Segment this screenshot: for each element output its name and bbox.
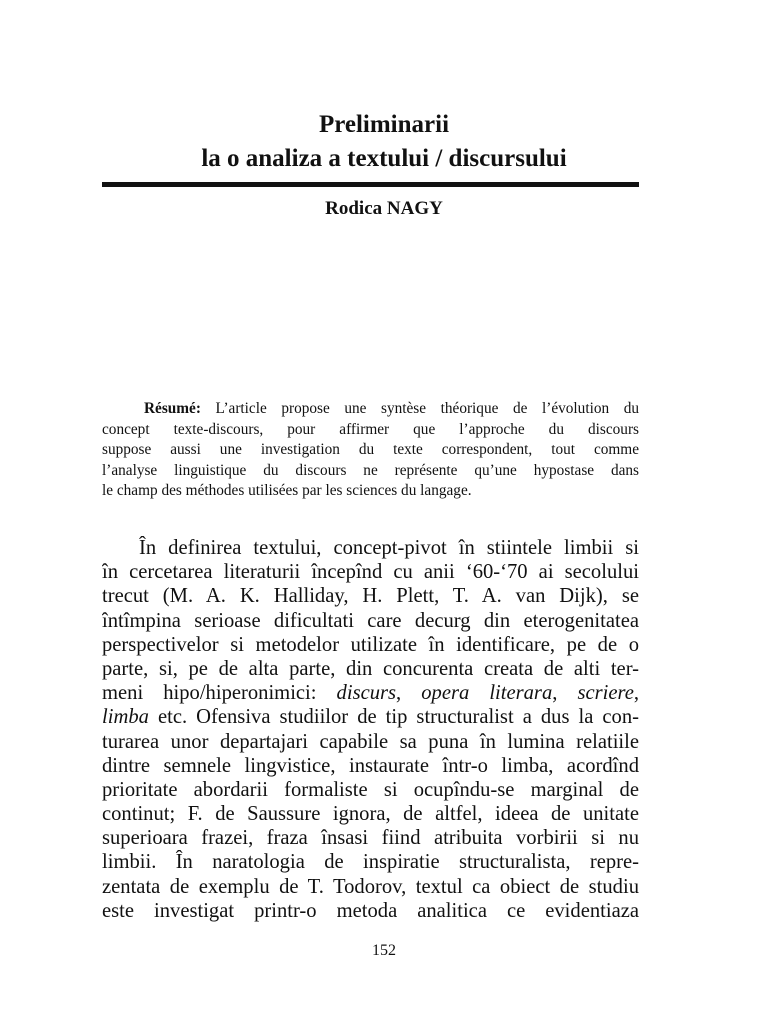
resume-line: le champ des méthodes utilisées par les sciences du langage. [102,482,472,499]
term-discurs: discurs [336,682,397,705]
article-title-line-2: la o analiza a textului / discursului [201,145,567,172]
title-divider [102,182,639,187]
term-opera-literara: opera literara [421,682,553,705]
resume-line: concept texte-discours, pour affirmer que l’approche du discours [102,420,639,438]
body-line [102,681,639,705]
body-line: este investigat printr-o metoda analitica ce evidentiaza [102,899,639,922]
resume-abstract [102,399,639,502]
body-line: continut; F. de Saussure ignora, de altfel, ideea de unitate [102,803,639,826]
body-line [102,705,639,729]
body-line: turarea unor departajari capabile sa puna în lumina relatiile [102,730,639,753]
body-line: trecut (M. A. K. Halliday, H. Plett, T. A. van Dijk), se [102,585,639,608]
term-scriere: scriere [577,682,634,705]
body-text: etc. Ofensiva studiilor de tip structuralist a dus la con- [148,706,639,729]
body-line: perspectivelor si metodelor utilizate în identificare, pe de o [102,633,639,656]
body-line: parte, si, pe de alta parte, din concurenta creata de alti ter- [102,657,639,680]
body-line: limbii. În naratologia de inspiratie structuralista, repre- [102,851,639,874]
body-line: în cercetarea literaturii începînd cu anii ‘60-‘70 ai secolului [102,561,639,584]
term-limba: limba [102,706,149,729]
body-line: prioritate abordarii formaliste si ocupîndu-se marginal de [102,778,639,801]
body-text: , [552,682,578,705]
resume-line: suppose aussi une investigation du texte correspondent, tout comme [102,441,639,458]
resume-label: Résumé: [144,400,201,417]
body-text: , [633,682,639,705]
body-text: , [396,682,422,705]
body-line: întîmpina serioase dificultati care decurg din eterogenitatea [102,609,639,632]
resume-text: L’article propose une syntèse théorique de l’évolution du [200,400,639,417]
author-name: Rodica NAGY [325,198,443,219]
article-title-line-1: Preliminarii [318,111,450,138]
body-line: zentata de exemplu de T. Todorov, textul ca obiect de studiu [102,875,639,898]
body-line: superioara frazei, fraza însasi fiind atribuita vorbirii si nu [102,827,639,850]
body-line: În definirea textului, concept-pivot în stiintele limbii si [139,537,639,559]
resume-line [102,399,639,420]
body-text: meni hipo/hiperonimici: [102,682,337,705]
body-line: dintre semnele lingvistice, instaurate într-o limba, acordînd [102,754,639,777]
resume-line: l’analyse linguistique du discours ne représente qu’une hypostase dans [102,461,639,479]
page-number: 152 [372,942,396,959]
body-paragraph [102,536,639,923]
